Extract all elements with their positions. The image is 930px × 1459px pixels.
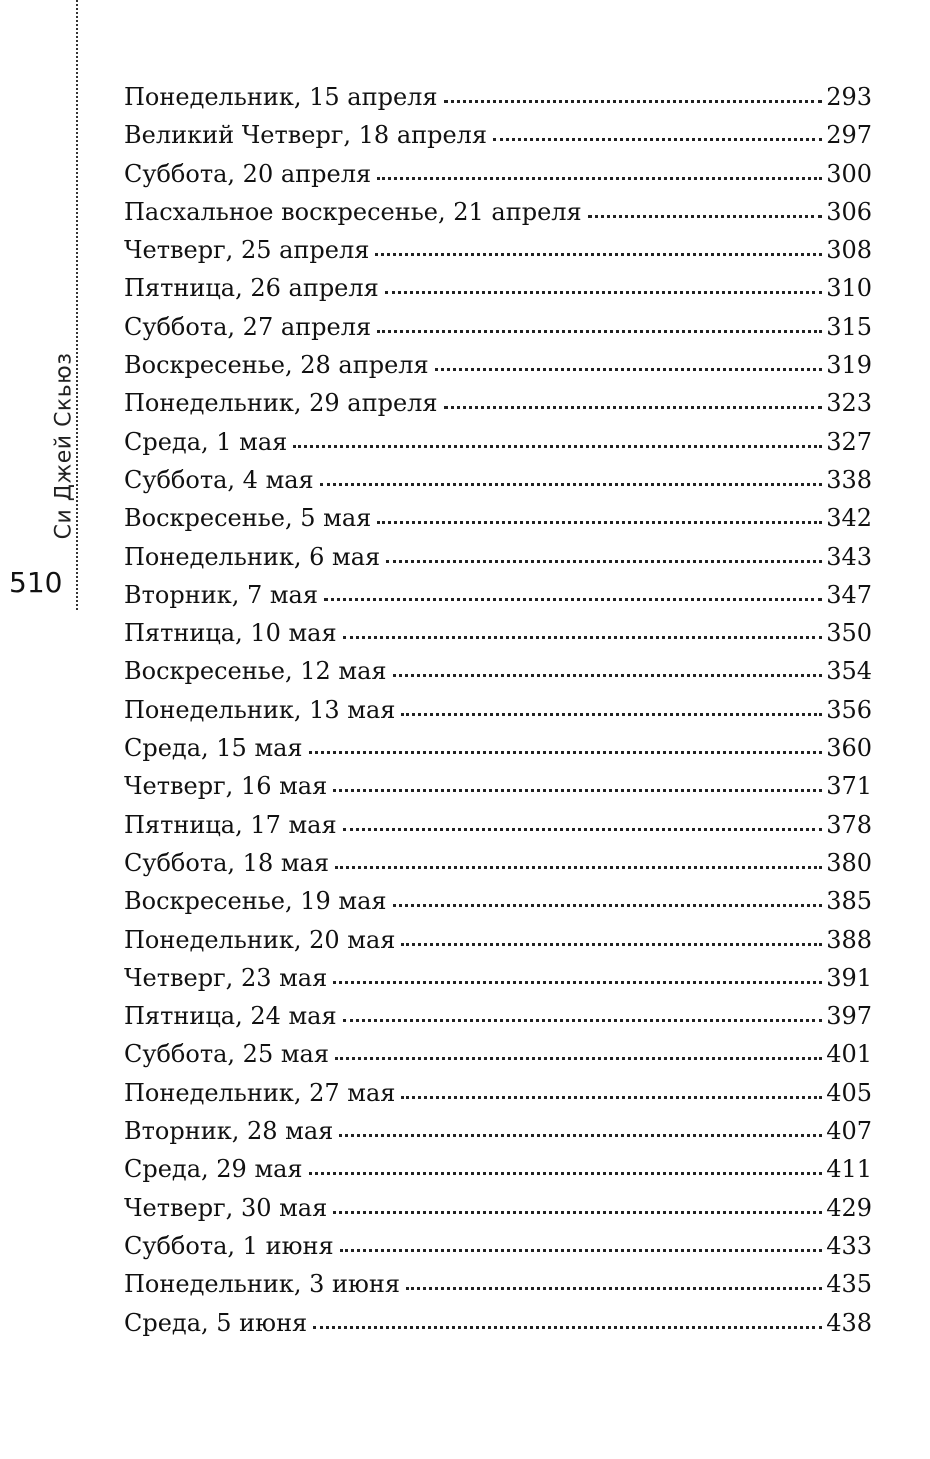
toc-entry-page: 342 <box>826 504 872 533</box>
toc-entry[interactable] <box>124 772 872 810</box>
toc-entry-title: Суббота, 18 мая <box>124 848 329 877</box>
toc-entry[interactable] <box>124 274 872 312</box>
toc-entry-title: Пасхальное воскресенье, 21 апреля <box>124 197 582 226</box>
toc-entry[interactable] <box>124 926 872 964</box>
toc-entry[interactable] <box>124 1309 872 1347</box>
toc-entry-page: 405 <box>826 1078 872 1107</box>
toc-entry-page: 319 <box>826 351 872 380</box>
toc-entry-title: Понедельник, 20 мая <box>124 925 396 954</box>
toc-dot-leader <box>401 713 822 716</box>
toc-entry[interactable] <box>124 734 872 772</box>
toc-entry-page: 350 <box>826 619 872 648</box>
toc-entry-page: 397 <box>826 1002 872 1031</box>
toc-entry[interactable] <box>124 887 872 925</box>
toc-entry[interactable] <box>124 466 872 504</box>
toc-entry-title: Воскресенье, 5 мая <box>124 504 372 533</box>
toc-entry-title: Среда, 5 июня <box>124 1308 308 1337</box>
toc-entry-title: Пятница, 17 мая <box>124 810 337 839</box>
toc-entry[interactable] <box>124 504 872 542</box>
toc-entry-page: 378 <box>826 810 872 839</box>
toc-entry-title: Суббота, 4 мая <box>124 465 314 494</box>
toc-entry[interactable] <box>124 1079 872 1117</box>
toc-entry-page: 323 <box>826 389 872 418</box>
toc-entry-page: 388 <box>826 925 872 954</box>
toc-entry[interactable] <box>124 1270 872 1308</box>
toc-dot-leader <box>333 1211 822 1214</box>
toc-entry[interactable] <box>124 657 872 695</box>
toc-dot-leader <box>375 253 822 256</box>
toc-entry[interactable] <box>124 696 872 734</box>
toc-dot-leader <box>343 828 823 831</box>
toc-entry-title: Понедельник, 15 апреля <box>124 83 438 111</box>
toc-entry-title: Понедельник, 27 мая <box>124 1078 396 1107</box>
toc-entry-title: Воскресенье, 28 апреля <box>124 351 429 380</box>
toc-dot-leader <box>435 368 823 371</box>
toc-entry[interactable] <box>124 351 872 389</box>
toc-dot-leader <box>339 1134 822 1137</box>
toc-entry-page: 293 <box>826 83 872 111</box>
toc-entry-title: Понедельник, 3 июня <box>124 1270 401 1299</box>
toc-entry[interactable] <box>124 236 872 274</box>
toc-dot-leader <box>320 483 822 486</box>
toc-entry-title: Пятница, 24 мая <box>124 1002 337 1031</box>
toc-entry-page: 338 <box>826 465 872 494</box>
toc-entry[interactable] <box>124 313 872 351</box>
toc-entry-page: 433 <box>826 1231 872 1260</box>
toc-entry-page: 385 <box>826 887 872 916</box>
toc-entry[interactable] <box>124 121 872 159</box>
toc-entry-title: Четверг, 23 мая <box>124 963 328 992</box>
toc-dot-leader <box>309 1172 823 1175</box>
toc-entry-title: Среда, 1 мая <box>124 427 288 456</box>
toc-entry[interactable] <box>124 198 872 236</box>
toc-dot-leader <box>444 100 823 103</box>
toc-entry-page: 401 <box>826 1040 872 1069</box>
toc-dot-leader <box>333 789 822 792</box>
toc-entry-page: 371 <box>826 772 872 801</box>
toc-entry-title: Воскресенье, 12 мая <box>124 657 387 686</box>
toc-entry[interactable] <box>124 543 872 581</box>
toc-entry-title: Среда, 29 мая <box>124 1155 303 1184</box>
toc-dot-leader <box>335 1057 822 1060</box>
toc-entry-page: 429 <box>826 1193 872 1222</box>
page-number: 510 <box>9 566 63 599</box>
toc-entry-page: 308 <box>826 236 872 265</box>
toc-dot-leader <box>406 1287 822 1290</box>
toc-entry[interactable] <box>124 1117 872 1155</box>
toc-dot-leader <box>386 560 822 563</box>
toc-dot-leader <box>377 330 822 333</box>
toc-dot-leader <box>588 215 823 218</box>
toc-entry-page: 411 <box>826 1155 872 1184</box>
toc-entry-page: 356 <box>826 695 872 724</box>
toc-entry-title: Суббота, 20 апреля <box>124 159 372 188</box>
toc-entry[interactable] <box>124 428 872 466</box>
toc-entry-page: 438 <box>826 1308 872 1337</box>
toc-dot-leader <box>335 866 822 869</box>
toc-entry[interactable] <box>124 1002 872 1040</box>
toc-entry-title: Среда, 15 мая <box>124 734 303 763</box>
toc-entry-page: 297 <box>826 121 872 150</box>
toc-entry-title: Воскресенье, 19 мая <box>124 887 387 916</box>
toc-entry-title: Понедельник, 29 апреля <box>124 389 438 418</box>
toc-entry-title: Четверг, 25 апреля <box>124 236 370 265</box>
toc-entry-page: 347 <box>826 580 872 609</box>
toc-entry-page: 407 <box>826 1117 872 1146</box>
toc-dot-leader <box>343 1019 823 1022</box>
toc-entry-title: Вторник, 28 мая <box>124 1117 334 1146</box>
toc-dot-leader <box>309 751 823 754</box>
toc-entry[interactable] <box>124 389 872 427</box>
running-head-author: Си Джей Скьюз <box>51 352 77 540</box>
toc-entry-title: Пятница, 10 мая <box>124 619 337 648</box>
toc-entry[interactable] <box>124 581 872 619</box>
toc-dot-leader <box>333 981 822 984</box>
toc-entry[interactable] <box>124 1040 872 1078</box>
toc-dot-leader <box>444 406 823 409</box>
toc-entry[interactable] <box>124 964 872 1002</box>
toc-entry-page: 310 <box>826 274 872 303</box>
toc-entry[interactable] <box>124 1232 872 1270</box>
toc-entry-page: 327 <box>826 427 872 456</box>
toc-dot-leader <box>343 636 823 639</box>
toc-entry-title: Великий Четверг, 18 апреля <box>124 121 488 150</box>
toc-entry-title: Вторник, 7 мая <box>124 580 318 609</box>
toc-dot-leader <box>401 1096 822 1099</box>
toc-entry-page: 343 <box>826 542 872 571</box>
toc-dot-leader <box>385 291 822 294</box>
toc-entry-title: Четверг, 16 мая <box>124 772 328 801</box>
toc-entry-title: Суббота, 1 июня <box>124 1231 334 1260</box>
toc-entry[interactable] <box>124 83 872 121</box>
toc-dot-leader <box>393 904 823 907</box>
toc-dot-leader <box>393 674 823 677</box>
toc-entry-title: Четверг, 30 мая <box>124 1193 328 1222</box>
toc-entry[interactable] <box>124 1155 872 1193</box>
toc-entry-page: 380 <box>826 848 872 877</box>
toc-entry-title: Пятница, 26 апреля <box>124 274 379 303</box>
toc-entry-title: Суббота, 25 мая <box>124 1040 329 1069</box>
toc-entry[interactable] <box>124 811 872 849</box>
toc-dot-leader <box>293 445 822 448</box>
toc-entry-page: 435 <box>826 1270 872 1299</box>
toc-entry[interactable] <box>124 1194 872 1232</box>
toc-entry[interactable] <box>124 619 872 657</box>
toc-entry-page: 306 <box>826 197 872 226</box>
toc-entry-page: 391 <box>826 963 872 992</box>
table-of-contents <box>124 83 872 1347</box>
toc-dot-leader <box>493 138 822 141</box>
toc-dot-leader <box>340 1249 823 1252</box>
toc-entry-page: 354 <box>826 657 872 686</box>
toc-entry-page: 300 <box>826 159 872 188</box>
toc-dot-leader <box>313 1326 822 1329</box>
toc-dot-leader <box>401 943 822 946</box>
toc-dot-leader <box>377 177 822 180</box>
toc-entry-title: Суббота, 27 апреля <box>124 312 372 341</box>
toc-entry[interactable] <box>124 849 872 887</box>
toc-entry-page: 315 <box>826 312 872 341</box>
toc-entry-title: Понедельник, 6 мая <box>124 542 381 571</box>
toc-entry[interactable] <box>124 160 872 198</box>
toc-dot-leader <box>377 521 822 524</box>
toc-dot-leader <box>324 598 822 601</box>
toc-entry-page: 360 <box>826 734 872 763</box>
toc-entry-title: Понедельник, 13 мая <box>124 695 396 724</box>
